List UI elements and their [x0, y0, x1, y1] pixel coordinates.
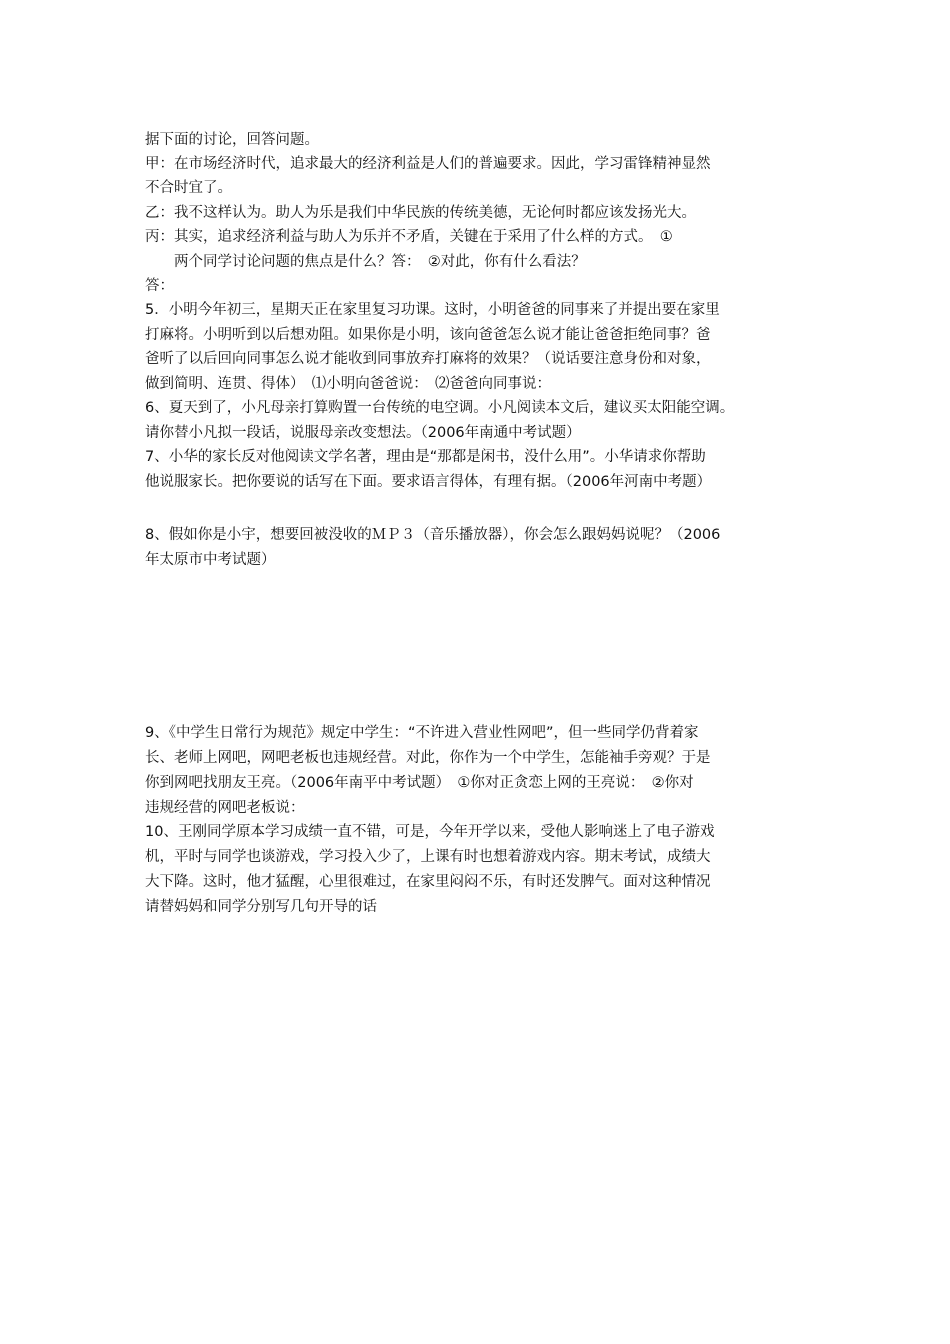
question-5-line-4: 做到简明、连贯、得体） ⑴小明向爸爸说： ⑵爸爸向同事说： [145, 376, 551, 392]
answer-label: 答： [145, 278, 174, 294]
question-6-line-1: 6、夏天到了，小凡母亲打算购置一台传统的电空调。小凡阅读本文后，建议买太阳能空调。 [145, 400, 735, 416]
speaker-jia-line-2: 不合时宜了。 [145, 180, 232, 196]
question-focus-line: 两个同学讨论问题的焦点是什么？答： ②对此，你有什么看法？ [145, 254, 586, 270]
question-8-line-2: 年太原市中考试题） [145, 552, 276, 568]
question-9-line-2: 长、老师上网吧，网吧老板也违规经营。对此，你作为一个中学生，怎能袖手旁观？于是 [145, 750, 711, 766]
question-9-line-4: 违规经营的网吧老板说： [145, 800, 305, 816]
speaker-yi-line: 乙：我不这样认为。助人为乐是我们中华民族的传统美德，无论何时都应该发扬光大。 [145, 205, 696, 221]
question-9-line-3: 你到网吧找朋友王亮。（2006年南平中考试题） ①你对正贪恋上网的王亮说： ②你对 [145, 775, 694, 791]
question-10-line-1: 10、王刚同学原本学习成绩一直不错，可是，今年开学以来，受他人影响迷上了电子游戏 [145, 824, 715, 840]
question-10-line-3: 大下降。这时，他才猛醒，心里很难过，在家里闷闷不乐，有时还发脾气。面对这种情况 [145, 874, 711, 890]
question-5-line-1: 5．小明今年初三，星期天正在家里复习功课。这时，小明爸爸的同事来了并提出要在家里 [145, 302, 720, 318]
question-5-line-2: 打麻将。小明听到以后想劝阻。如果你是小明，该向爸爸怎么说才能让爸爸拒绝同事？爸 [145, 327, 711, 343]
question-8-line-1: 8、假如你是小宇，想要回被没收的ＭＰ３（音乐播放器），你会怎么跟妈妈说呢？（2006 [145, 527, 721, 543]
question-5-line-3: 爸听了以后回向同事怎么说才能收到同事放弃打麻将的效果？（说话要注意身份和对象， [145, 351, 711, 367]
intro-line: 据下面的讨论，回答问题。 [145, 132, 319, 148]
speaker-jia-line-1: 甲：在市场经济时代，追求最大的经济利益是人们的普遍要求。因此，学习雷锋精神显然 [145, 156, 711, 172]
question-7-line-1: 7、小华的家长反对他阅读文学名著，理由是“那都是闲书，没什么用”。小华请求你帮助 [145, 449, 706, 465]
question-10-line-4: 请替妈妈和同学分别写几句开导的话 [145, 899, 377, 915]
speaker-bing-line: 丙：其实，追求经济利益与助人为乐并不矛盾，关键在于采用了什么样的方式。 ① [145, 229, 673, 245]
question-7-line-2: 他说服家长。把你要说的话写在下面。要求语言得体，有理有据。（2006年河南中考题） [145, 474, 712, 490]
question-9-line-1: 9、《中学生日常行为规范》规定中学生：“不许进入营业性网吧”，但一些同学仍背着家 [145, 725, 699, 741]
question-10-line-2: 机，平时与同学也谈游戏，学习投入少了，上课有时也想着游戏内容。期末考试，成绩大 [145, 849, 711, 865]
question-6-line-2: 请你替小凡拟一段话，说服母亲改变想法。（2006年南通中考试题） [145, 425, 581, 441]
